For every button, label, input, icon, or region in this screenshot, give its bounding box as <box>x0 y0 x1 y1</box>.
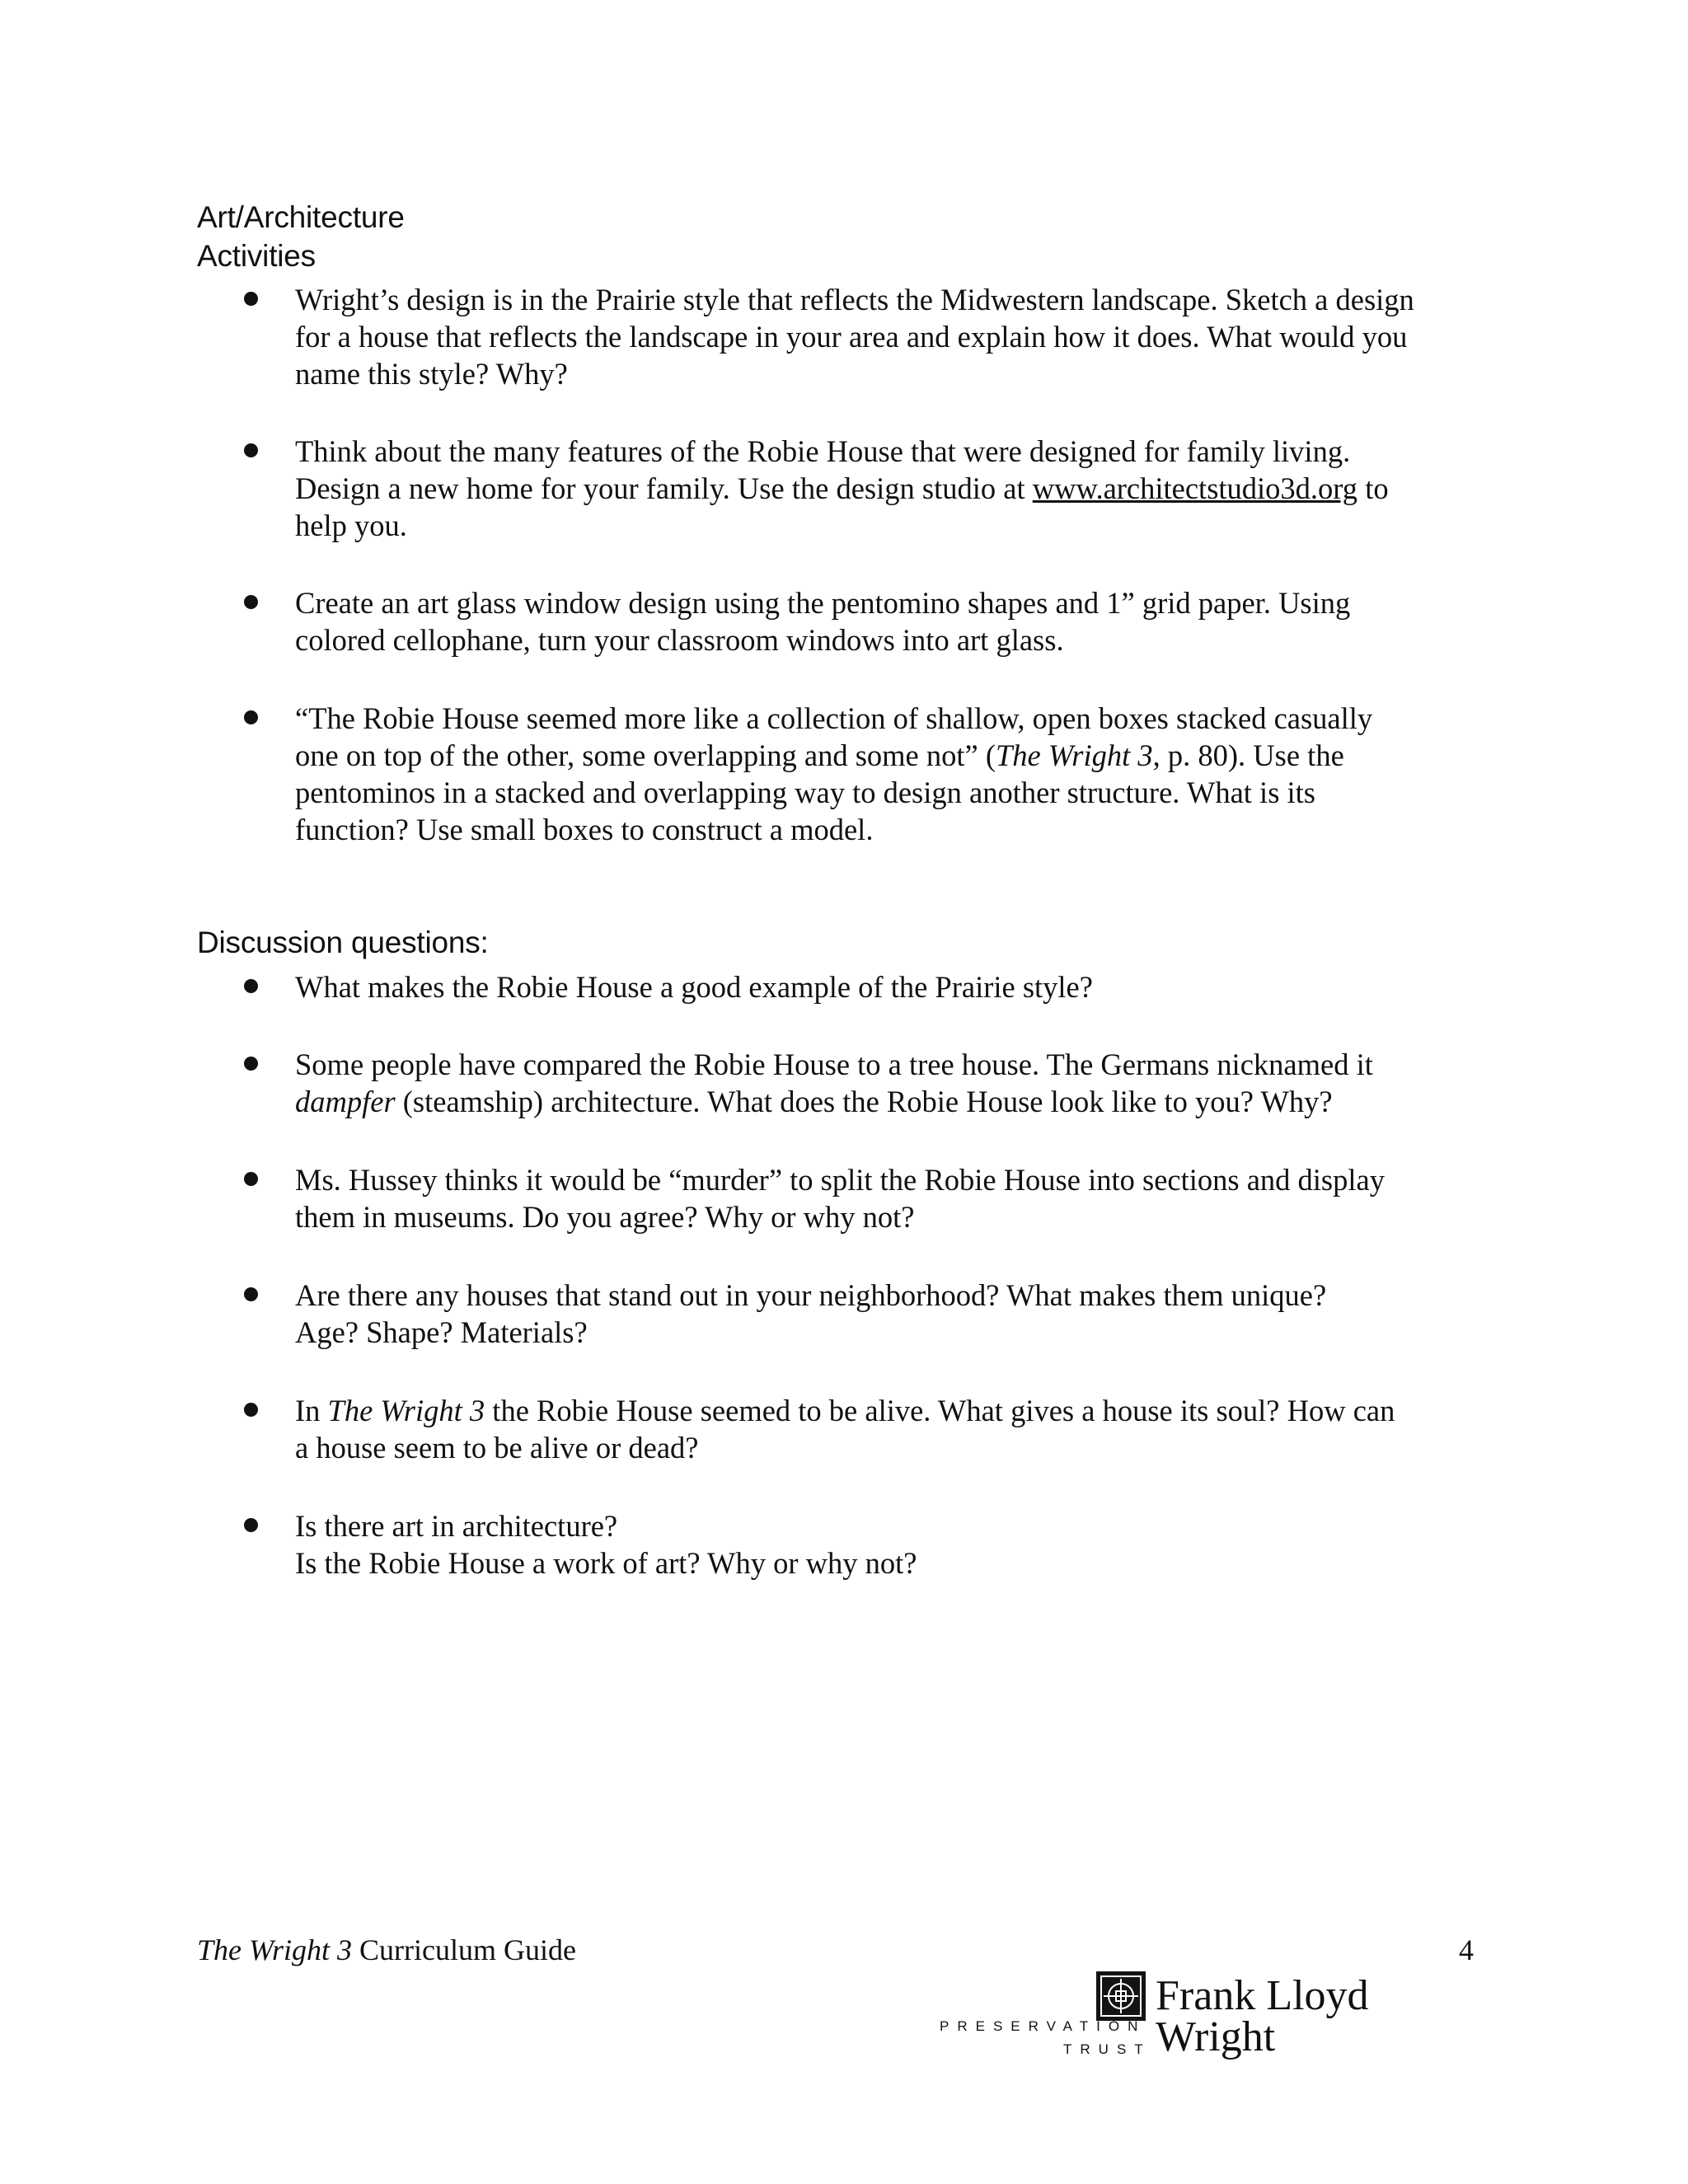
activity-text-4-before: “The Robie House seemed more like a collection of shallow, open boxes stacked casually one on top of the other, some overlapping and some not” ( <box>295 701 1373 772</box>
discussion-text-3: Ms. Hussey thinks it would be “murder” to split the Robie House into sections and display them in museums. Do you agree? Why or why not? <box>295 1163 1385 1234</box>
bullet-icon <box>244 1518 258 1532</box>
footer-title-italic: The Wright 3 <box>197 1933 353 1966</box>
activity-text-3: Create an art glass window design using the pentomino shapes and 1” grid paper. Using colored cellophane, turn your classroom windows into art glass. <box>295 586 1351 657</box>
bullet-icon <box>244 1287 258 1301</box>
discussion-text-5-before: In <box>295 1394 328 1427</box>
activity-text-2-after: to help you. <box>295 471 1389 542</box>
discussion-text-1: What makes the Robie House a good example of the Prairie style? <box>295 970 1093 1004</box>
section-title: Art/Architecture <box>197 200 405 234</box>
dampfer-italic: dampfer <box>295 1085 396 1118</box>
bullet-icon <box>244 1172 258 1186</box>
discussion-text-6: Is there art in architecture? Is the Robie House a work of art? Why or why not? <box>295 1509 917 1580</box>
footer-guide-title <box>197 1932 576 1968</box>
bullet-icon <box>244 595 258 609</box>
seal-graphic <box>1096 1971 1146 2021</box>
discussion-heading: Discussion questions: <box>197 926 489 959</box>
logo-frank-lloyd: Frank Lloyd <box>1156 1972 1369 2019</box>
footer-title-rest: Curriculum Guide <box>352 1933 576 1966</box>
bullet-icon <box>244 710 258 724</box>
bullet-icon <box>244 1057 258 1071</box>
discussion-text-5-after: the Robie House seemed to be alive. What gives a house its soul? How can a house seem to be alive or dead? <box>295 1394 1395 1465</box>
discussion-text-5 <box>295 1392 1490 1466</box>
activity-text-2 <box>295 433 1490 544</box>
logo-trust: TRUST <box>1063 2041 1151 2057</box>
flw-square-seal-icon <box>1096 1971 1146 2021</box>
architectstudio-link[interactable]: www.architectstudio3d.org <box>1032 471 1358 505</box>
activities-heading: Activities <box>197 239 316 273</box>
activity-text-4 <box>295 700 1490 848</box>
activity-text-4-after: , p. 80). Use the pentominos in a stacked and overlapping way to design another structure. What is its function? Use small boxes to construct a model. <box>295 738 1344 846</box>
flw-preservation-trust-logo <box>940 1970 1385 2085</box>
discussion-text-2-before: Some people have compared the Robie House to a tree house. The Germans nicknamed it <box>295 1047 1373 1081</box>
bullet-icon <box>244 443 258 457</box>
discussion-text-2-after: (steamship) architecture. What does the Robie House look like to you? Why? <box>395 1085 1333 1118</box>
bullet-icon <box>244 292 258 306</box>
page-number: 4 <box>1459 1933 1474 1966</box>
discussion-text-4: Are there any houses that stand out in your neighborhood? What makes them unique? Age? Shape? Materials? <box>295 1278 1327 1349</box>
logo-wright: Wright <box>1156 2013 1276 2060</box>
activity-text-1: Wright’s design is in the Prairie style that reflects the Midwestern landscape. Sketch a design for a house that reflects the landscape in your area and explain how it does. What would you name this style? Why? <box>295 283 1414 391</box>
discussion-text-2 <box>295 1046 1490 1120</box>
book-title-italic: The Wright 3 <box>327 1394 485 1427</box>
logo-preservation: PRESERVATION <box>940 2018 1146 2034</box>
bullet-icon <box>244 979 258 993</box>
bullet-icon <box>244 1403 258 1417</box>
book-title-italic: The Wright 3 <box>996 738 1153 772</box>
activity-text-2-before: Think about the many features of the Robie House that were designed for family living. Design a new home for your family. Use the design studio at <box>295 434 1351 505</box>
